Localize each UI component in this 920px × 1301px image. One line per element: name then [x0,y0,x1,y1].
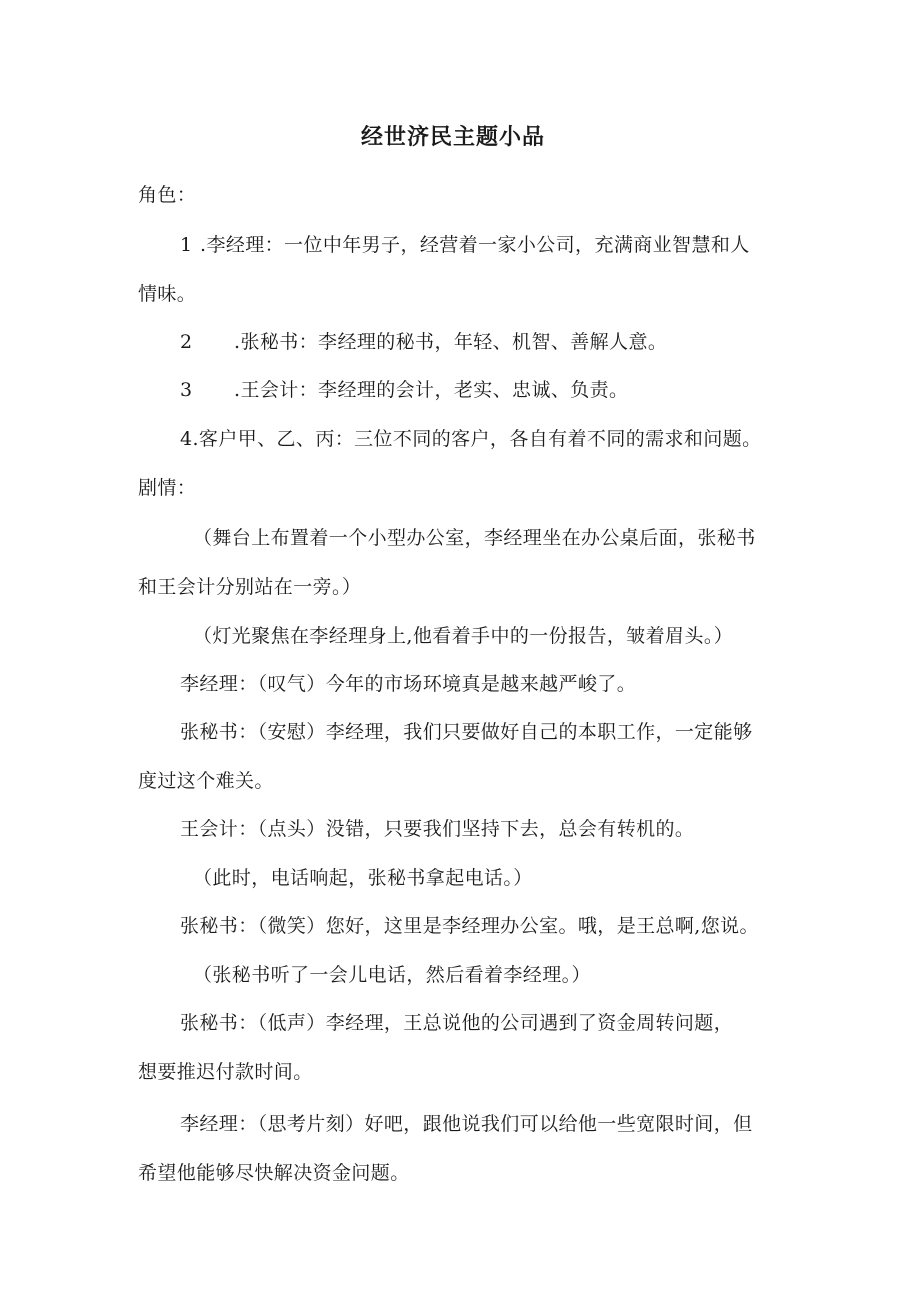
script-line: 李经理：（叹气）今年的市场环境真是越来越严峻了。 [180,673,637,695]
role-1-line2: 情味。 [138,283,197,305]
script-line: （此时，电话响起，张秘书拿起电话。） [193,867,533,889]
script-line: 想要推迟付款时间。 [138,1061,313,1083]
role-3-number: 3 [180,379,193,401]
script-line: 王会计：（点头）没错，只要我们坚持下去，总会有转机的。 [180,818,695,840]
role-2-line1: .张秘书：李经理的秘书，年轻、机智、善解人意。 [234,331,668,353]
roles-heading: 角色： [138,184,197,206]
script-line: （舞台上布置着一个小型办公室，李经理坐在办公桌后面，张秘书 [193,527,756,549]
role-1-line1: .李经理：一位中年男子，经营着一家小公司，充满商业智慧和人 [200,234,750,256]
script-line: （张秘书听了一会儿电话，然后看着李经理。） [193,964,591,986]
script-line: （灯光聚焦在李经理身上,他看着手中的一份报告，皱着眉头。） [193,625,734,647]
plot-heading: 剧情： [138,477,197,499]
role-2-number: 2 [180,331,193,353]
role-1-number: 1 [180,234,193,256]
script-line: 李经理：（思考片刻）好吧，跟他说我们可以给他一些宽限时间，但 [180,1113,753,1135]
script-line: 张秘书：（微笑）您好，这里是李经理办公室。哦，是王总啊,您说。 [180,915,759,937]
script-line: 度过这个难关。 [138,770,274,792]
role-4-line1: 4.客户甲、乙、丙：三位不同的客户，各自有着不同的需求和问题。 [180,428,762,450]
role-3-line1: .王会计：李经理的会计，老实、忠诚、负责。 [234,379,629,401]
script-line: 张秘书：（安慰）李经理，我们只要做好自己的本职工作，一定能够 [180,721,753,743]
script-line: 和王会计分别站在一旁。） [138,576,362,598]
page-title: 经世济民主题小品 [361,124,546,150]
script-line: 希望他能够尽快解决资金问题。 [138,1162,410,1184]
script-line: 张秘书：（低声）李经理，王总说他的公司遇到了资金周转问题， [180,1012,734,1034]
